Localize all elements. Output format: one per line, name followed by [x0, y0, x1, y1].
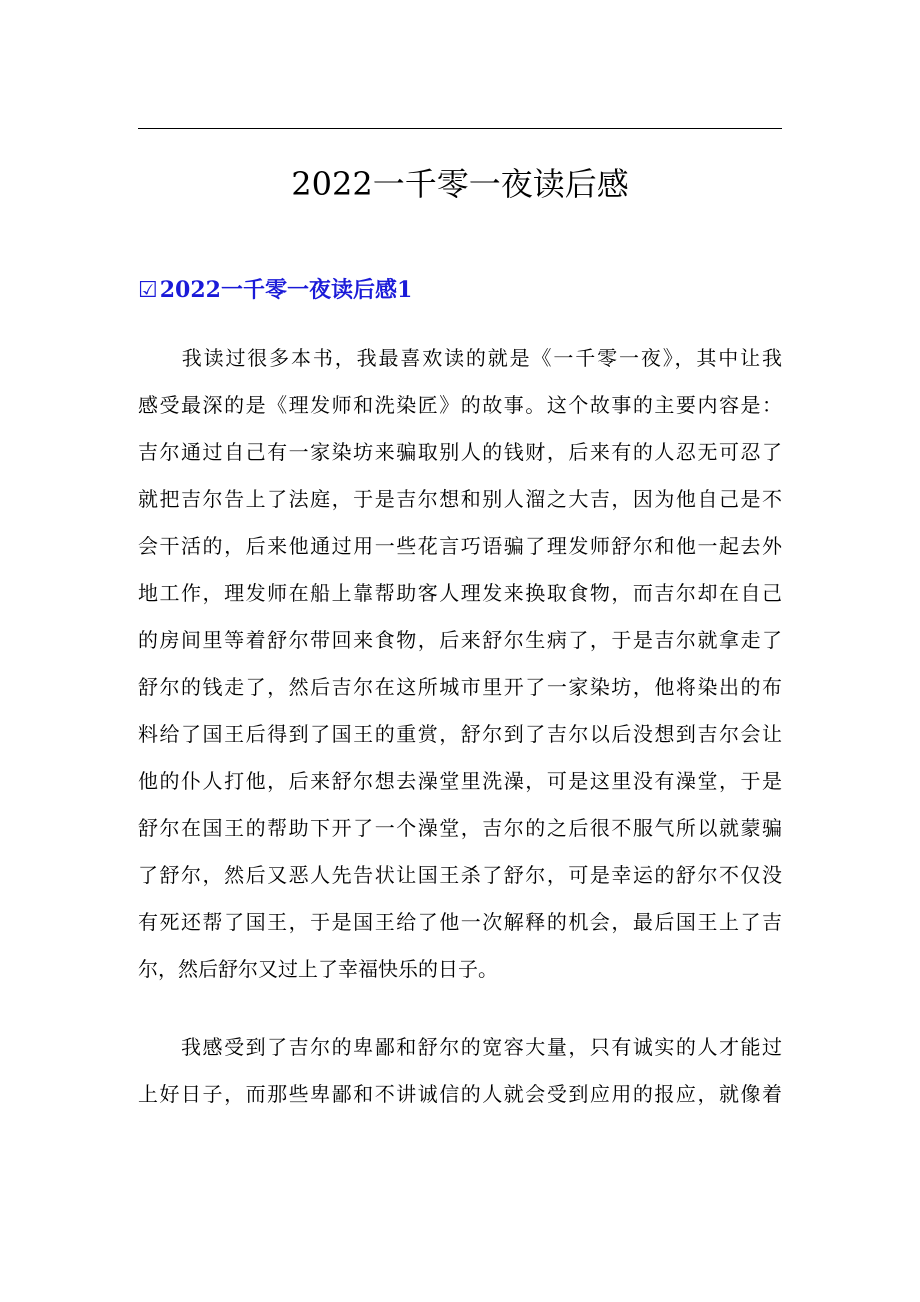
text-line: 会干活的，后来他通过用一些花言巧语骗了理发师舒尔和他一起去外 — [138, 534, 782, 558]
text-line: 就把吉尔告上了法庭，于是吉尔想和别人溜之大吉，因为他自己是不 — [138, 487, 782, 511]
text-line: 地工作，理发师在船上靠帮助客人理发来换取食物，而吉尔却在自己 — [138, 581, 782, 605]
text-line: 料给了国王后得到了国王的重赏，舒尔到了吉尔以后没想到吉尔会让 — [138, 722, 782, 746]
text-line: 他的仆人打他，后来舒尔想去澡堂里洗澡，可是这里没有澡堂，于是 — [138, 769, 782, 793]
document-title: 2022一千零一夜读后感 — [291, 165, 629, 203]
text-line: 感受最深的是《理发师和洗染匠》的故事。这个故事的主要内容是： — [138, 393, 782, 417]
paragraph-2 — [138, 1024, 782, 1118]
text-line: 舒尔的钱走了，然后吉尔在这所城市里开了一家染坊，他将染出的布 — [138, 675, 782, 699]
header-rule — [138, 128, 782, 129]
text-line: 了舒尔，然后又恶人先告状让国王杀了舒尔，可是幸运的舒尔不仅没 — [138, 863, 782, 887]
text-line: 我感受到了吉尔的卑鄙和舒尔的宽容大量，只有诚实的人才能过 — [138, 1035, 782, 1059]
text-line: 的房间里等着舒尔带回来食物，后来舒尔生病了，于是吉尔就拿走了 — [138, 628, 782, 652]
text-line: 舒尔在国王的帮助下开了一个澡堂，吉尔的之后很不服气所以就蒙骗 — [138, 816, 782, 840]
section-heading-text: 2022一千零一夜读后感1 — [159, 277, 413, 303]
text-line: 上好日子，而那些卑鄙和不讲诚信的人就会受到应用的报应，就像着 — [138, 1082, 782, 1106]
paragraph-1 — [138, 335, 782, 993]
checkbox-icon: ☑ — [138, 278, 158, 303]
section-heading — [138, 272, 782, 309]
text-line: 有死还帮了国王，于是国王给了他一次解释的机会，最后国王上了吉 — [138, 910, 782, 934]
text-line: 我读过很多本书，我最喜欢读的就是《一千零一夜》，其中让我 — [138, 346, 782, 370]
text-line: 尔，然后舒尔又过上了幸福快乐的日子。 — [138, 957, 498, 981]
text-line: 吉尔通过自己有一家染坊来骗取别人的钱财，后来有的人忍无可忍了 — [138, 440, 782, 464]
